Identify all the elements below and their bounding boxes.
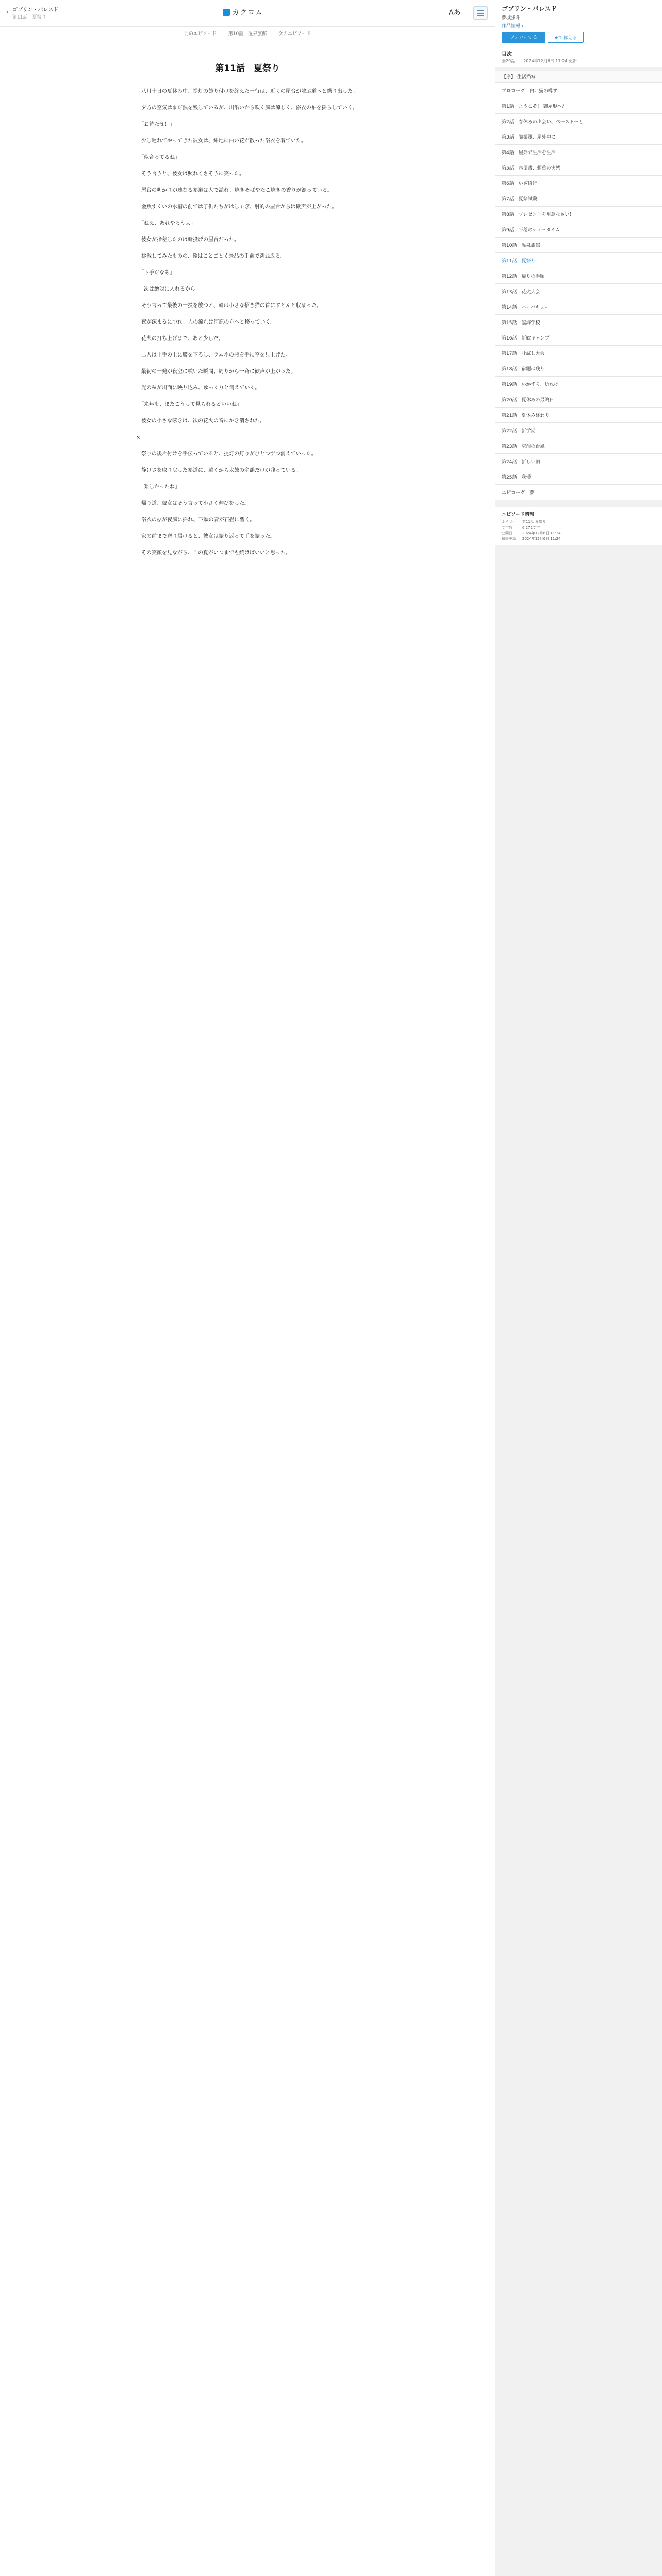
toc-item[interactable]: 第16話 新歓キャンプ: [495, 330, 662, 346]
paragraph-text: 浴衣の裾が夜風に揺れ、下駄の音が石畳に響く。: [136, 517, 255, 523]
menu-button[interactable]: [473, 6, 488, 20]
paragraph-text: 最初の一発が夜空に咲いた瞬間、周りから一斉に歓声が上がった。: [136, 369, 296, 375]
paragraph: [136, 302, 378, 310]
book-title[interactable]: ゴブリン・パレスド: [12, 7, 59, 13]
paragraph: [136, 384, 378, 393]
toc-item[interactable]: プロローグ 白い猫の噂す: [495, 83, 662, 98]
menu-bar-icon: [477, 10, 484, 11]
paragraph-text: 「下手だなあ」: [136, 270, 175, 276]
toc-item[interactable]: 第8話 プレゼントを用意なさい！: [495, 207, 662, 222]
episode-body: [136, 88, 378, 2576]
paragraph: [136, 434, 378, 442]
work-actions: [502, 32, 656, 43]
toc-item[interactable]: 第20話 夏休みの最終日: [495, 392, 662, 408]
follow-button[interactable]: フォローする: [502, 32, 545, 43]
paragraph: [136, 533, 378, 541]
paragraph-text: 彼女の小さな呟きは、次の花火の音にかき消された。: [136, 418, 265, 424]
site-logo[interactable]: [223, 7, 263, 18]
episode-nav: [0, 30, 495, 37]
toc-item[interactable]: 第12話 帰りの手順: [495, 268, 662, 284]
paragraph: [136, 154, 378, 162]
paragraph: [136, 549, 378, 557]
paragraph: [136, 335, 378, 343]
episode-meta-title: エピソード情報: [502, 512, 535, 517]
toc-info: [495, 46, 662, 67]
paragraph: [136, 368, 378, 376]
toc-item[interactable]: 第2話 春休みの出会い、ペーストーと: [495, 114, 662, 129]
paragraph: [136, 121, 378, 129]
paragraph: [136, 285, 378, 294]
meta-key: ホイ ル: [502, 520, 514, 524]
table-of-contents: [495, 71, 662, 500]
meta-key: 最終更新: [502, 537, 516, 541]
meta-key: 文字数: [502, 526, 512, 530]
paragraph: [136, 516, 378, 524]
paragraph-text: その笑顔を見ながら、この夏がいつまでも続けばいいと思った。: [136, 550, 291, 556]
paragraph-text: 挑戦してみたものの、輪はことごとく景品の手前で跳ね返る。: [136, 253, 286, 259]
toc-item[interactable]: 第7話 夏祭試験: [495, 191, 662, 207]
paragraph-text: ×: [136, 435, 141, 440]
paragraph-text: 家の前まで送り届けると、彼女は振り返って手を振った。: [136, 534, 275, 539]
author-name[interactable]: 夢城蛍斗: [502, 15, 521, 21]
paragraph: [136, 170, 378, 178]
paragraph-text: 夕方の空気はまだ熱を残しているが、川沿いから吹く風は涼しく、浴衣の袖を揺らしていく。: [136, 105, 358, 111]
toc-item[interactable]: 第3話 職業軍、屋外中に: [495, 129, 662, 145]
meta-row: [502, 531, 656, 536]
next-episode-link[interactable]: 次のエピソード: [278, 31, 311, 37]
toc-item[interactable]: 第25話 我慢: [495, 469, 662, 485]
paragraph: [136, 318, 378, 327]
prev-episode-link[interactable]: 前のエピソード: [184, 31, 217, 37]
toc-section-header[interactable]: 【序】 生活描写: [495, 71, 662, 83]
paragraph-text: 夜が深まるにつれ、人の流れは河原の方へと移っていく。: [136, 319, 276, 325]
paragraph-text: 帰り道、彼女はそう言って小さく伸びをした。: [136, 501, 250, 506]
toc-item[interactable]: 第1話 ようこそ！ 御屋形へ？: [495, 98, 662, 114]
work-header: [495, 0, 662, 46]
chapter-title: 第11話 夏祭り: [215, 63, 280, 74]
paragraph: [136, 417, 378, 426]
toc-item[interactable]: 第11話 夏祭り: [495, 253, 662, 268]
toc-item[interactable]: 第6話 いざ修行: [495, 176, 662, 191]
toc-item[interactable]: 第22話 新学期: [495, 423, 662, 438]
paragraph: [136, 219, 378, 228]
toc-item[interactable]: 第23話 空前の台風: [495, 438, 662, 454]
paragraph: [136, 450, 378, 459]
paragraph-text: そう言うと、彼女は照れくさそうに笑った。: [136, 171, 244, 177]
episode-subtitle: 第11話 夏祭り: [12, 15, 46, 20]
current-episode-label: 第10話 温泉旅館: [228, 31, 267, 37]
work-title[interactable]: ゴブリン・パレスド: [502, 5, 557, 12]
review-button[interactable]: ★で称える: [548, 32, 584, 43]
toc-item[interactable]: 第9話 平穏のティータイム: [495, 222, 662, 238]
paragraph: [136, 269, 378, 277]
toc-item[interactable]: 第19話 いかずち、近れは: [495, 377, 662, 392]
toc-item[interactable]: 第17話 肝試し大会: [495, 346, 662, 361]
font-size-button[interactable]: Aあ: [449, 9, 461, 17]
paragraph: [136, 137, 378, 145]
paragraph-text: 「次は絶対に入れるから」: [136, 286, 201, 292]
paragraph: [136, 467, 378, 475]
paragraph: [136, 351, 378, 360]
meta-row: [502, 525, 656, 531]
toc-info-row: [502, 58, 656, 64]
toc-item[interactable]: 第15話 臨海学校: [495, 315, 662, 330]
paragraph: [136, 236, 378, 244]
work-info-link[interactable]: 作品情報 ›: [502, 24, 524, 29]
paragraph-text: 少し遅れてやってきた彼女は、紺地に白い花が散った浴衣を着ていた。: [136, 138, 306, 144]
toc-item[interactable]: 第24話 新しい朝: [495, 454, 662, 469]
episode-count: 全29話: [502, 59, 516, 63]
paragraph-text: 屋台の明かりが連なる参道は人で溢れ、焼きそばやたこ焼きの香りが漂っている。: [136, 188, 333, 193]
logo-mark-icon: [223, 9, 230, 16]
paragraph-text: 「ねえ、あれやろうよ」: [136, 221, 196, 226]
meta-row: [502, 519, 656, 525]
paragraph: [136, 88, 378, 96]
paragraph-text: 「お待たせ！」: [136, 122, 175, 127]
paragraph: [136, 483, 378, 492]
meta-value: 第11話 夏祭り: [522, 520, 547, 524]
toc-item[interactable]: 第5話 志望書、頼重の実態: [495, 160, 662, 176]
paragraph: [136, 401, 378, 409]
toc-item[interactable]: エピローグ 夢: [495, 485, 662, 500]
toc-title: 目次: [502, 52, 512, 57]
meta-value: 2024年12月6日 11:24: [522, 531, 561, 535]
top-bar: [0, 0, 495, 27]
paragraph: [136, 187, 378, 195]
episode-meta: [495, 507, 662, 545]
paragraph: [136, 500, 378, 508]
toc-item[interactable]: 第21話 夏休み終わり: [495, 408, 662, 423]
paragraph: [136, 252, 378, 261]
meta-value: 2024年12月6日 11:24: [522, 537, 561, 541]
paragraph-text: 二人は土手の上に腰を下ろし、ラムネの瓶を手に空を見上げた。: [136, 352, 291, 358]
paragraph-text: 花火の打ち上げまで、あと少しだ。: [136, 336, 224, 342]
paragraph-text: 「来年も、またこうして見られるといいね」: [136, 402, 242, 408]
paragraph-text: そう言って最後の一投を放つと、輪は小さな招き猫の首にすとんと収まった。: [136, 303, 322, 309]
logo-text: カクヨム: [232, 9, 263, 17]
paragraph-text: 静けさを取り戻した参道に、遠くから太鼓の余韻だけが残っている。: [136, 468, 301, 473]
sidebar: [495, 0, 662, 2576]
paragraph-text: 「似合ってるね」: [136, 155, 180, 160]
paragraph-text: 八月十日の夏休み中、提灯の飾り付けを終えた一行は、近くの屋台が並ぶ道へと繰り出した。: [136, 89, 358, 94]
paragraph: [136, 104, 378, 112]
toc-item[interactable]: 第14話 バーベキュー: [495, 299, 662, 315]
toc-item[interactable]: 第4話 屋外で生活を生活: [495, 145, 662, 160]
paragraph-text: 金魚すくいの水槽の前では子供たちがはしゃぎ、射的の屋台からは歓声が上がった。: [136, 204, 337, 210]
meta-key: 公開日: [502, 531, 512, 535]
paragraph-text: 光の粒が川面に映り込み、ゆっくりと消えていく。: [136, 385, 260, 391]
toc-item[interactable]: 第10話 温泉旅館: [495, 238, 662, 253]
meta-row: [502, 536, 656, 542]
meta-value: 6,272文字: [522, 526, 540, 530]
paragraph: [136, 203, 378, 211]
updated-at: 2024年12月6日 11:24 更新: [523, 59, 577, 63]
paragraph-text: 「楽しかったね」: [136, 484, 180, 490]
menu-bar-icon: [477, 15, 484, 16]
paragraph-text: 彼女が指差したのは輪投げの屋台だった。: [136, 237, 239, 243]
toc-item[interactable]: 第13話 花火大会: [495, 284, 662, 299]
paragraph-text: 祭りの後片付けを手伝っていると、提灯の灯りがひとつずつ消えていった。: [136, 451, 317, 457]
back-icon[interactable]: ‹: [6, 8, 9, 16]
toc-item[interactable]: 第18話 宿題は残り: [495, 361, 662, 377]
menu-bar-icon: [477, 13, 484, 14]
